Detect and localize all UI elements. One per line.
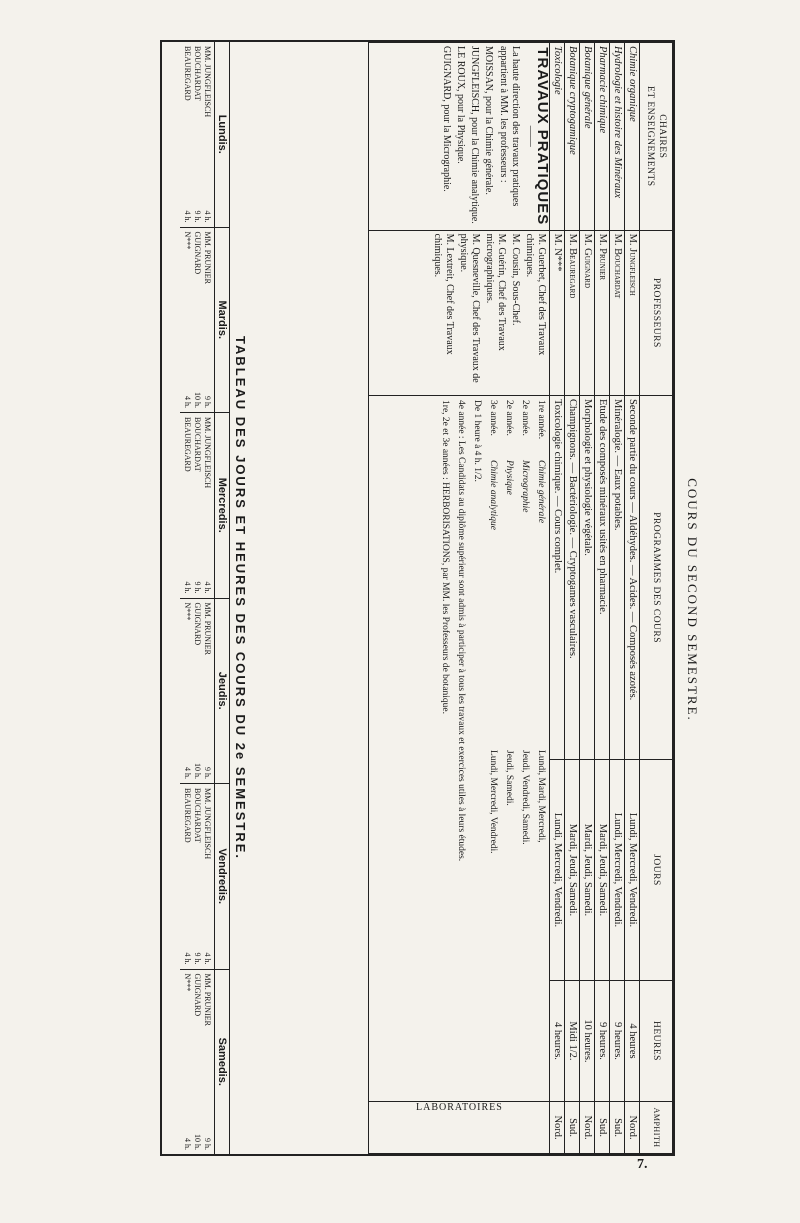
course-programme: Minéralogie. — Eaux potables. (610, 396, 625, 760)
table-row (625, 43, 640, 1154)
schedule-time: 9 h. (203, 767, 212, 779)
table-row (565, 43, 580, 1154)
schedule-professor: MM. PRUNIER (203, 231, 212, 284)
course-chaire: Botanique générale (580, 43, 595, 231)
day-name: Jeudis. (214, 599, 229, 784)
schedule-time: 9 h. (193, 581, 202, 594)
schedule-time: 4 h. (183, 581, 192, 594)
schedule-row (192, 788, 202, 965)
course-chaire: Pharmacie chimique (595, 43, 610, 231)
schedule-time: 9 h. (203, 1138, 212, 1150)
laboratoires-label: LABORATOIRES (415, 1102, 503, 1114)
rotated-content (140, 40, 700, 1160)
travaux-year-row (501, 396, 517, 1101)
schedule-row (182, 417, 192, 594)
travaux-jours: Lundi, Mercredi, Vendredi. (488, 750, 498, 854)
schedule-time: 4 h. (183, 396, 192, 408)
schedule-row (202, 603, 212, 780)
schedule-professor: MM. JUNGFLEISCH (203, 46, 212, 118)
course-jours: Lundi, Mercredi, Vendredi. (550, 760, 565, 981)
note-4e-annee: 4e année : Les Candidats au diplôme supérieur sont admis à participer à tous les travaux et exercices utiles à leurs études. (456, 400, 466, 862)
schedule-row (202, 788, 212, 965)
course-heures: Midi 1/2. (565, 980, 580, 1101)
header-professeurs: PROFESSEURS (640, 230, 673, 395)
schedule-professor: GUIGNARD (193, 973, 202, 1017)
travaux-year-row (517, 396, 533, 1101)
travaux-year: 1re année. (536, 400, 546, 440)
schedule-time: 9 h. (193, 952, 202, 965)
staff-item: M. Cousin, Sous-Chef. (510, 233, 521, 326)
schedule-row (182, 46, 192, 223)
table-header-row (640, 43, 673, 1154)
travaux-title: TRAVAUX PRATIQUES (534, 47, 551, 226)
schedule-row (202, 46, 212, 223)
course-chaire: Botanique cryptogamique (565, 43, 580, 231)
travaux-year: 2e année. (504, 400, 514, 436)
day-column (180, 970, 229, 1155)
schedule-time: 4 h. (183, 952, 192, 965)
travaux-intro: La haute direction des travaux pratiques appartient à MM. les professeurs : (498, 46, 521, 207)
schedule-professor: BEAUREGARD (183, 46, 192, 101)
day-column (180, 42, 229, 228)
course-jours: Lundi, Mercredi, Vendredi. (610, 760, 625, 981)
schedule-row (192, 417, 202, 594)
schedule-professor: MM. PRUNIER (203, 602, 212, 655)
course-amphi: Sud. (565, 1102, 580, 1154)
course-frame (160, 40, 675, 1156)
schedule-row (182, 232, 192, 409)
travaux-left (369, 43, 550, 231)
schedule-time: 10 h. (193, 392, 202, 408)
day-column (180, 228, 229, 414)
table-row (595, 43, 610, 1154)
travaux-year: 2e année. (520, 400, 530, 436)
course-programme: Etude des composés minéraux usités en pharmacie. (595, 396, 610, 760)
course-professeur: M. Prunier (595, 230, 610, 395)
schedule-row (192, 232, 202, 409)
course-jours: Mardi, Jeudi, Samedi. (595, 760, 610, 981)
schedule-professor: MM. JUNGFLEISCH (203, 417, 212, 489)
course-programme: Toxicologie chimique. — Cours complet. (550, 396, 565, 760)
course-chaire: Hydrologie et histoire des Minéraux (610, 43, 625, 231)
course-amphi: Nord. (625, 1102, 640, 1154)
schedule-professor: BEAUREGARD (183, 788, 192, 843)
travaux-year-row (485, 396, 501, 1101)
schedule-row (192, 974, 202, 1151)
tableau-title: TABLEAU DES JOURS ET HEURES DES COURS DU 2e SEMESTRE. (233, 336, 248, 860)
travaux-director: LE ROUX, pour la Physique. (455, 46, 466, 164)
course-professeur: M. Jungfleisch (625, 230, 640, 395)
course-heures: 9 heures. (610, 980, 625, 1101)
staff-item: M. Lextreit, Chef des Travaux chimiques. (432, 233, 455, 355)
travaux-year-row (533, 396, 549, 1101)
days-grid (180, 42, 230, 1154)
schedule-professor: GUIGNARD (193, 231, 202, 275)
table-row (550, 43, 565, 1154)
schedule-time: 4 h. (183, 210, 192, 223)
day-name: Mardis. (214, 228, 229, 413)
course-programme: Morphologie et physiologie végétale. (580, 396, 595, 760)
course-programme: Seconde partie du cours — Aldéhydes. — Acides. — Composés azotés. (625, 396, 640, 760)
schedule-time: 4 h. (203, 210, 212, 223)
schedule-professor: MM. PRUNIER (203, 973, 212, 1026)
travaux-subject: Physique (504, 460, 514, 495)
travaux-row (369, 43, 550, 1154)
course-amphi: Nord. (550, 1102, 565, 1154)
travaux-staff (369, 230, 550, 395)
page-title: COURS DU SECOND SEMESTRE. (685, 478, 700, 722)
travaux-jours: Jeudi, Samedi. (504, 750, 514, 806)
course-chaire: Chimie organique (625, 43, 640, 231)
note-herborisations: 1re, 2e et 3e années : HERBORISATIONS, par MM. les Professeurs de botanique. (440, 400, 450, 715)
page-sheet (140, 40, 700, 1160)
travaux-director: GUIGNARD, pour la Micrographie. (441, 46, 452, 192)
header-amphith: AMPHITH (640, 1102, 673, 1154)
travaux-subject: Chimie générale (536, 460, 546, 524)
header-programmes: PROGRAMMES DES COURS (640, 396, 673, 760)
table-row (580, 43, 595, 1154)
staff-item: M. Guerbet, Chef des Travaux chimiques. (524, 233, 547, 356)
schedule-professor: N*** (183, 231, 192, 250)
schedule-row (182, 603, 192, 780)
day-name: Samedis. (214, 970, 229, 1155)
course-heures: 9 heures. (595, 980, 610, 1101)
course-heures: 10 heures. (580, 980, 595, 1101)
schedule-row (202, 417, 212, 594)
travaux-jours: Lundi, Mardi, Mercredi, (536, 750, 546, 843)
schedule-row (192, 603, 202, 780)
travaux-director: MOISSAN, pour la Chimie générale. (483, 46, 494, 195)
header-chaires: CHAIRES ET ENSEIGNEMENTS (640, 43, 673, 231)
staff-item: M. Quesneville, Chef des Travaux de physique. (458, 233, 481, 383)
course-professeur: M. Bouchardat (610, 230, 625, 395)
schedule-time: 9 h. (203, 396, 212, 408)
travaux-year: 3e année. (488, 400, 498, 436)
day-column (180, 599, 229, 785)
schedule-professor: BOUCHARDAT (193, 417, 202, 472)
course-jours: Mardi, Jeudi, Samedi. (565, 760, 580, 981)
travaux-dash: —— (525, 125, 536, 147)
laboratoires-cell (369, 1102, 550, 1154)
schedule-professor: BOUCHARDAT (193, 46, 202, 101)
day-name: Lundis. (214, 42, 229, 227)
course-programme: Champignons. — Bactériologie. — Cryptogames vasculaires. (565, 396, 580, 760)
schedule-professor: BOUCHARDAT (193, 788, 202, 843)
course-professeur: M. N*** (550, 230, 565, 395)
schedule-row (182, 788, 192, 965)
travaux-subject: Micrographie (520, 460, 530, 513)
day-name: Vendredis. (214, 784, 229, 969)
course-heures: 4 heures. (550, 980, 565, 1101)
travaux-jours: Jeudi, Vendredi, Samedi. (520, 750, 530, 845)
course-amphi: Sud. (595, 1102, 610, 1154)
course-professeur: M. Beauregard (565, 230, 580, 395)
course-chaire: Toxicologie (550, 43, 565, 231)
day-column (180, 413, 229, 599)
schedule-time: 10 h. (193, 1134, 202, 1150)
schedule-professor: N*** (183, 602, 192, 621)
schedule-time: 10 h. (193, 763, 202, 779)
schedule-row (192, 46, 202, 223)
course-jours: Lundi, Mercredi, Vendredi. (625, 760, 640, 981)
course-jours: Mardi, Jeudi, Samedi. (580, 760, 595, 981)
travaux-subject: Chimie analytique (488, 460, 498, 530)
schedule-professor: BEAUREGARD (183, 417, 192, 472)
schedule-professor: MM. JUNGFLEISCH (203, 788, 212, 860)
travaux-heures: De 1 heure à 4 h. 1/2. (472, 400, 482, 482)
staff-item: M. Guérin, Chef des Travaux micrographiques. (484, 233, 507, 351)
table-row (610, 43, 625, 1154)
schedule-time: 9 h. (193, 210, 202, 223)
course-amphi: Nord. (580, 1102, 595, 1154)
course-heures: 4 heures (625, 980, 640, 1101)
header-heures: HEURES (640, 980, 673, 1101)
header-jours: JOURS (640, 760, 673, 981)
travaux-program (369, 396, 550, 1102)
schedule-time: 4 h. (203, 581, 212, 594)
page-number: 7. (637, 1157, 648, 1172)
travaux-director: JUNGFLEISCH, pour la Chimie analytique. (469, 46, 480, 224)
schedule-professor: GUIGNARD (193, 602, 202, 646)
schedule-time: 4 h. (183, 1138, 192, 1150)
course-table (368, 42, 673, 1154)
schedule-time: 4 h. (183, 767, 192, 779)
schedule-row (182, 974, 192, 1151)
day-name: Mercredis. (214, 413, 229, 598)
course-amphi: Sud. (610, 1102, 625, 1154)
schedule-row (202, 232, 212, 409)
schedule-professor: N*** (183, 973, 192, 992)
schedule-row (202, 974, 212, 1151)
schedule-time: 4 h. (203, 952, 212, 965)
course-professeur: M. Guignard (580, 230, 595, 395)
day-column (180, 784, 229, 970)
